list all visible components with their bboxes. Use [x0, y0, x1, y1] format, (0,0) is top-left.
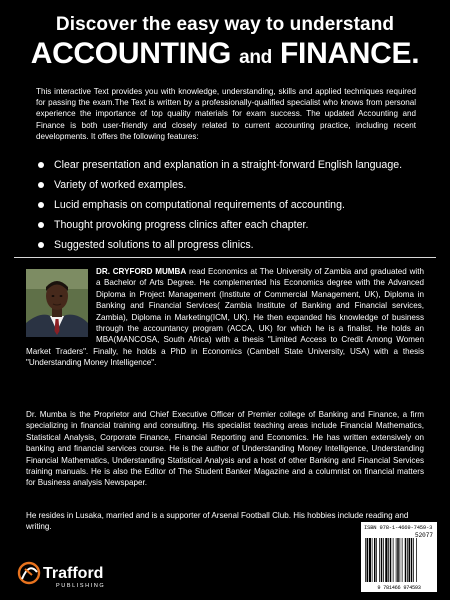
headline-line-2 — [0, 37, 450, 75]
bullet-icon — [38, 162, 44, 168]
bullet-icon — [38, 222, 44, 228]
headline-line-1: Discover the easy way to understand — [55, 14, 395, 35]
feature-text: Variety of worked examples. — [54, 179, 187, 191]
price-code: 52077 — [414, 532, 433, 539]
author-bio-text: read Economics at The University of Zambia and graduated with a Bachelor of Arts Degree. He complemented his Economics degree with the Advanced Diploma in Project Management (Institute of Commercial Management, UK), Diploma in Banking and Financial Services( Zambia Institute of Banking and Financial services, Zambia), Diploma in Marketing(ICM, UK). He then expanded his knowledge of business through the accountancy program (ACCA, UK) for which he is a finalist. He holds an MBA(MANCOSA, South Africa) with a thesis "Limited Access to Credit Among Women Market Traders". Finally, he holds a PhD in Economics (Cambell State University, USA) with a thesis "Understanding Money Intelligence". — [26, 267, 424, 368]
photo-spacer — [26, 266, 96, 342]
headline-finance: FINANCE. — [280, 37, 420, 70]
feature-text: Thought provoking progress clinics after each chapter. — [54, 219, 309, 231]
author-bio-paragraph-2: Dr. Mumba is the Proprietor and Chief Executive Officer of Premier college of Banking and Finance, a firm specializing in financial training and consulting. His specialist teaching areas include Financial Mathematics, Statistical Analysis, Corporate Finance, Financial Reporting and Economics. He has written extensively on banking and financial services course. He is the author of Understanding Money Intelligence, Understanding Financial Mathematics, Understanding Statistical Analysis and a host of other Banking and Financial Services training manuals. He is also the Editor of The Student Banker Magazine and a columnist on financial matters for Business analysis Newspaper. — [26, 410, 424, 488]
feature-item — [34, 155, 424, 175]
feature-item — [34, 175, 424, 195]
author-name: DR. CRYFORD MUMBA — [96, 267, 187, 276]
feature-item — [34, 195, 424, 215]
feature-item — [34, 235, 424, 255]
barcode-digits: 9 781466 974593 — [377, 585, 421, 591]
cover-headline — [0, 14, 450, 75]
publisher-subtitle: PUBLISHING — [56, 583, 106, 589]
publisher-name: Trafford — [43, 565, 104, 582]
author-bio-paragraph-1 — [26, 266, 424, 369]
features-list — [34, 155, 424, 255]
author-bio-paragraph-3: He resides in Lusaka, married and is a supporter of Arsenal Football Club. His hobbies include reading and writing. — [26, 511, 409, 532]
bullet-icon — [38, 202, 44, 208]
publisher-logo — [16, 560, 156, 590]
trafford-logo-icon — [16, 560, 156, 590]
feature-text: Clear presentation and explanation in a straight-forward English language. — [54, 159, 403, 171]
intro-paragraph: This interactive Text provides you with knowledge, understanding, skills and applied techniques required for passing the exam.The Text is written by a professionally-qualified specialist who knows from personal experience the importance of top quality materials for exam success. The updated Accounting and Finance is both user-friendly and closely related to current accounting practice, including recent developments. It offers the following features: — [36, 87, 416, 141]
feature-text: Suggested solutions to all progress clinics. — [54, 239, 254, 251]
feature-item — [34, 215, 424, 235]
section-divider — [14, 257, 436, 258]
bullet-icon — [38, 182, 44, 188]
isbn-text: ISBN 978-1-4669-7459-3 — [364, 524, 433, 531]
headline-and: and — [239, 47, 272, 68]
barcode-box — [361, 522, 437, 592]
headline-accounting: ACCOUNTING — [30, 37, 232, 70]
barcode-icon — [364, 538, 434, 582]
bullet-icon — [38, 242, 44, 248]
feature-text: Lucid emphasis on computational requirements of accounting. — [54, 199, 345, 211]
